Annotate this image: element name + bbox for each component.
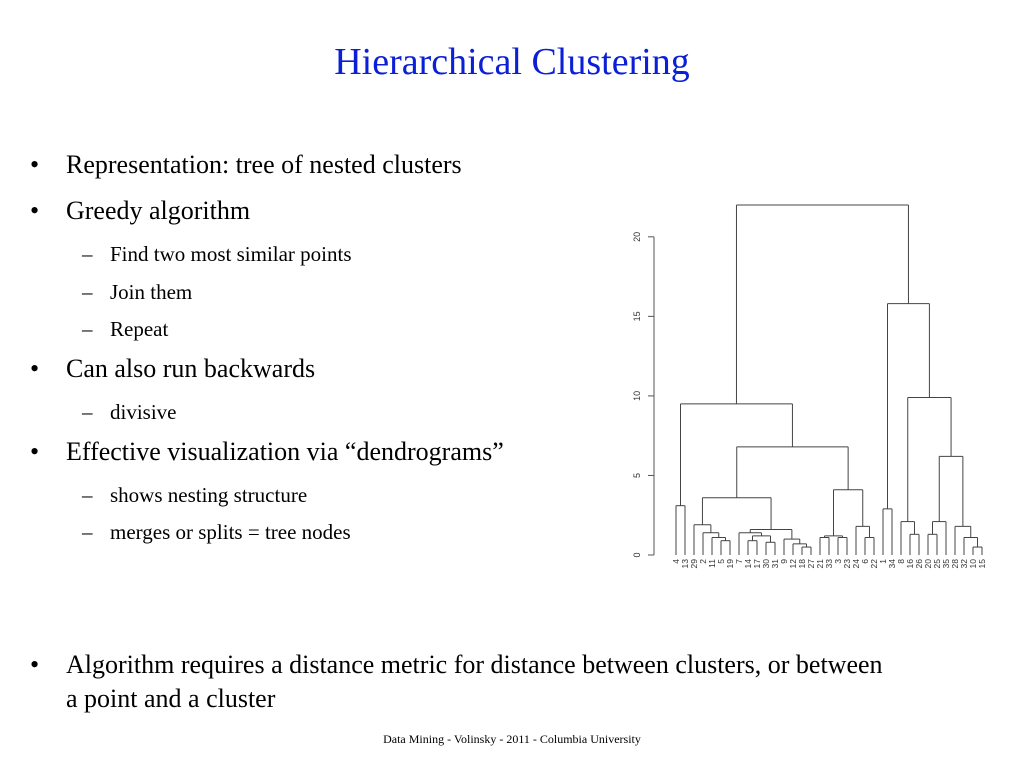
bullet-text: Effective visualization via “dendrograms” <box>66 437 504 466</box>
leaf-label: 5 <box>716 559 726 564</box>
sub-bullet-text: shows nesting structure <box>110 483 308 507</box>
bullet-glyph: • <box>30 437 40 466</box>
slide-footer: Data Mining - Volinsky - 2011 - Columbia University <box>383 732 641 746</box>
y-tick-label: 10 <box>632 390 642 401</box>
sub-bullet-glyph: – <box>82 400 93 424</box>
bullet-glyph: • <box>30 354 40 383</box>
leaf-label: 7 <box>734 559 744 564</box>
sub-bullet-glyph: – <box>82 280 93 304</box>
leaf-label: 6 <box>860 559 870 564</box>
leaf-label: 19 <box>725 559 735 569</box>
bullet-glyph: • <box>30 650 40 679</box>
sub-bullet-text: divisive <box>110 400 177 424</box>
bullet-text: Algorithm requires a distance metric for distance between clusters, or between a point and a cluster <box>66 650 883 713</box>
leaf-label: 10 <box>968 559 978 569</box>
sub-bullet-glyph: – <box>82 520 93 544</box>
sub-bullet-text: Join them <box>110 280 193 304</box>
leaf-label: 28 <box>950 559 960 569</box>
sub-bullet-glyph: – <box>82 242 93 266</box>
leaf-label: 31 <box>770 559 780 569</box>
y-tick-label: 20 <box>632 231 642 242</box>
leaf-label: 25 <box>932 559 942 569</box>
bullet-text: Can also run backwards <box>66 354 316 383</box>
leaf-label: 23 <box>842 559 852 569</box>
leaf-label: 13 <box>680 559 690 569</box>
leaf-label: 12 <box>788 559 798 569</box>
slide-title: Hierarchical Clustering <box>334 41 690 83</box>
leaf-label: 18 <box>797 559 807 569</box>
leaf-label: 27 <box>806 559 816 569</box>
leaf-label: 22 <box>869 559 879 569</box>
leaf-label: 34 <box>887 559 897 569</box>
y-tick-label: 5 <box>632 472 642 478</box>
sub-bullet-text: merges or splits = tree nodes <box>110 520 351 544</box>
bullet-text: Representation: tree of nested clusters <box>66 150 462 179</box>
sub-bullet-text: Repeat <box>110 317 169 341</box>
leaf-label: 33 <box>824 559 834 569</box>
leaf-label: 8 <box>896 559 906 564</box>
leaf-label: 26 <box>914 559 924 569</box>
leaf-label: 15 <box>977 559 987 569</box>
leaf-label: 2 <box>698 559 708 564</box>
sub-bullet-glyph: – <box>82 483 93 507</box>
dendrogram-chart <box>620 195 987 605</box>
sub-bullet-glyph: – <box>82 317 93 341</box>
leaf-label: 14 <box>743 559 753 569</box>
leaf-label: 11 <box>707 559 717 568</box>
leaf-label: 16 <box>905 559 915 569</box>
leaf-label: 9 <box>779 559 789 564</box>
leaf-label: 24 <box>851 559 861 569</box>
leaf-label: 21 <box>815 559 825 569</box>
leaf-label: 30 <box>761 559 771 569</box>
leaf-label: 3 <box>833 559 843 564</box>
bullet-text: Greedy algorithm <box>66 196 251 225</box>
leaf-label: 1 <box>878 559 888 564</box>
leaf-label: 35 <box>941 559 951 569</box>
bullet-glyph: • <box>30 196 40 225</box>
y-tick-label: 15 <box>632 311 642 322</box>
leaf-label: 4 <box>671 559 681 564</box>
bullet-glyph: • <box>30 150 40 179</box>
y-tick-label: 0 <box>632 552 642 558</box>
leaf-label: 32 <box>959 559 969 569</box>
leaf-label: 29 <box>689 559 699 569</box>
leaf-label: 17 <box>752 559 762 569</box>
sub-bullet-text: Find two most similar points <box>110 242 352 266</box>
leaf-label: 20 <box>923 559 933 569</box>
